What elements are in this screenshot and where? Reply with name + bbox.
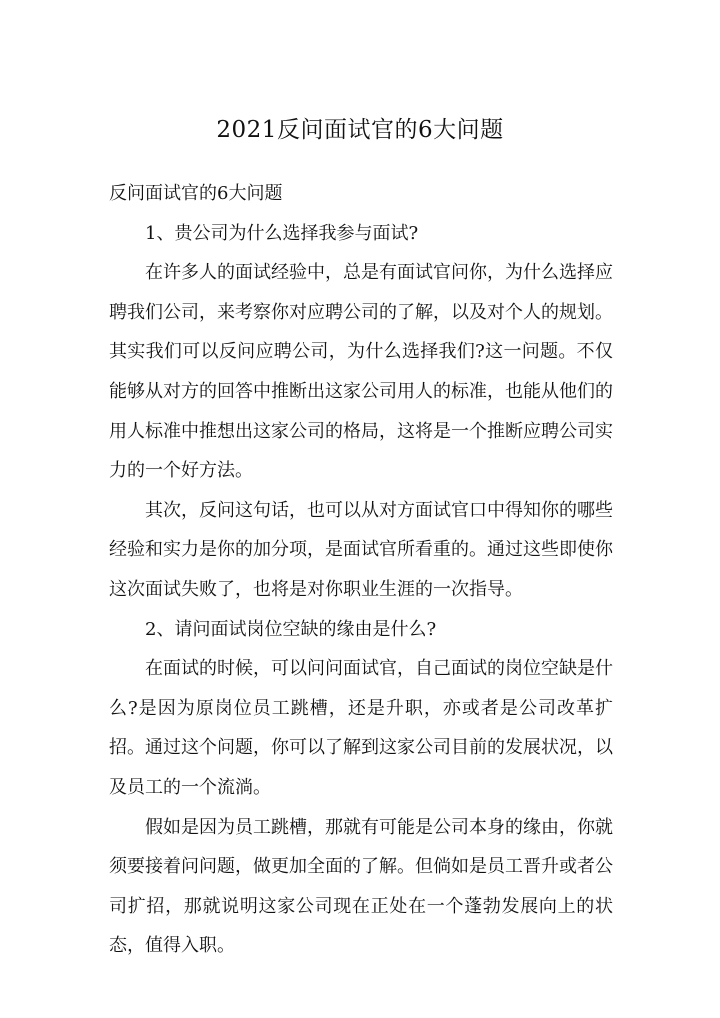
paragraph-1: 在许多人的面试经验中，总是有面试官问你，为什么选择应聘我们公司，来考察你对应聘公司的了解，以及对个人的规划。其实我们可以反问应聘公司，为什么选择我们?这一问题。不仅能够从对方的回答中推断出这家公司用人的标准，也能从他们的用人标准中推想出这家公司的格局，这将是一个推断应聘公司实力的一个好方法。 [109, 262, 613, 482]
paragraph-question-2: 2、请问面试岗位空缺的缘由是什么? [145, 618, 437, 640]
paragraph-4: 假如是因为员工跳槽，那就有可能是公司本身的缘由，你就须要接着问问题，做更加全面的了解。但倘如是员工晋升或者公司扩招，那就说明这家公司现在正处在一个蓬勃发展向上的状态，值得入职。 [109, 816, 613, 957]
document-subtitle: 反问面试官的6大问题 [109, 183, 283, 204]
document-title: 2021反问面试官的6大问题 [216, 117, 504, 143]
paragraph-2: 其次，反问这句话，也可以从对方面试官口中得知你的哪些经验和实力是你的加分项，是面试官所看重的。通过这些即使你这次面试失败了，也将是对你职业生涯的一次指导。 [109, 499, 613, 600]
document-body [109, 174, 613, 966]
paragraph-question-1: 1、贵公司为什么选择我参与面试? [145, 222, 419, 244]
paragraph-3: 在面试的时候，可以问问面试官，自己面试的岗位空缺是什么?是因为原岗位员工跳槽，还是升职，亦或者是公司改革扩招。通过这个问题，你可以了解到这家公司目前的发展状况，以及员工的一个流淌。 [109, 658, 613, 798]
